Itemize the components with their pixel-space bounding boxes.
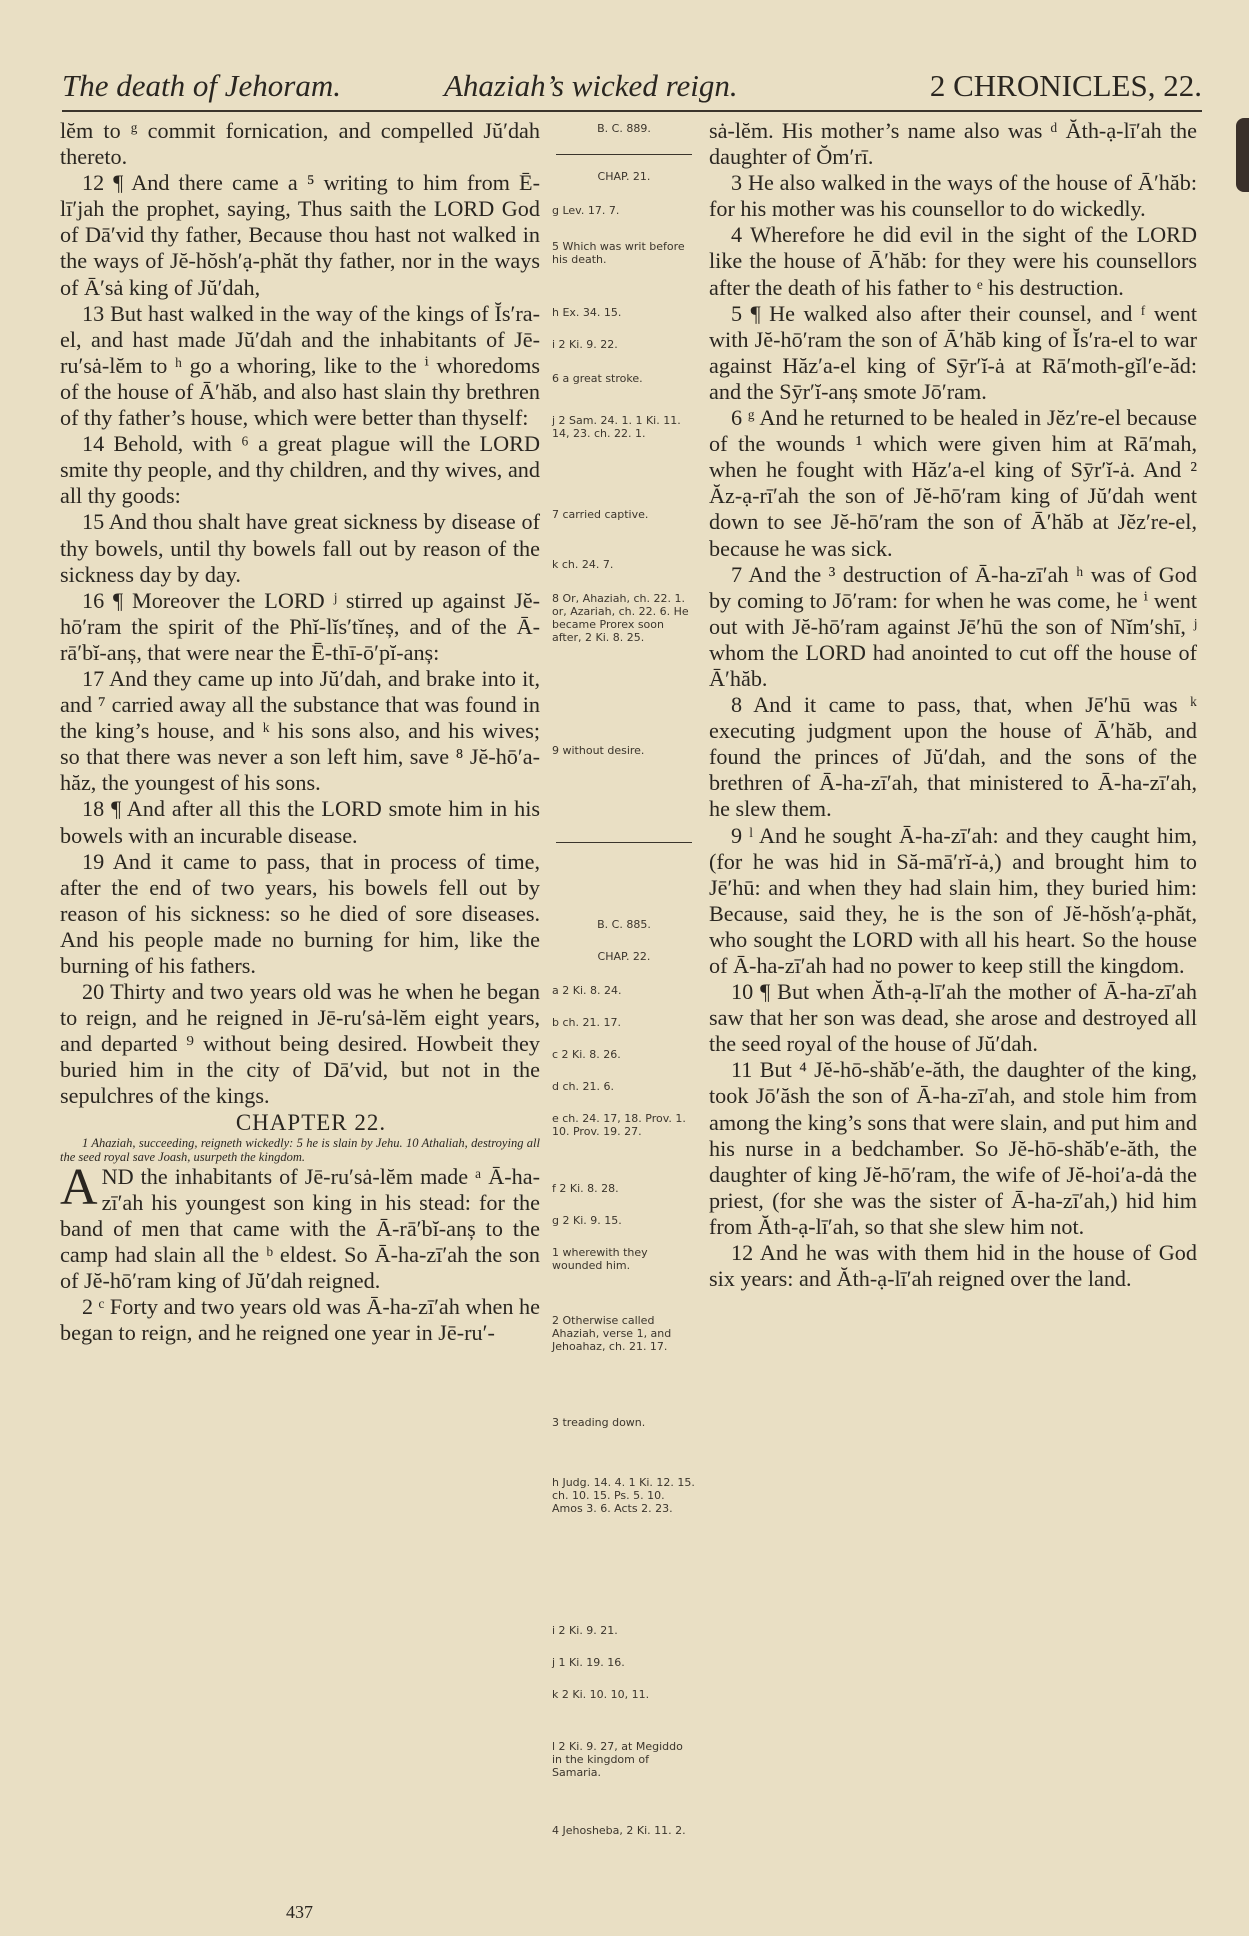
margin-date: B. C. 885. [597,918,651,931]
margin-ref: l 2 Ki. 9. 27, at Megiddo in the kingdom of Samaria. [552,1740,683,1779]
verse: sȧ-lĕm. His mother’s name also was ᵈ Ăth-ạ-lī′ah the daughter of Ŏm′rī. [709,118,1197,170]
verse: 10 ¶ But when Ăth-ạ-lī′ah the mother of Ā-ha-zī′ah saw that her son was dead, she arose and destroyed all the seed royal of the house of Jŭ′dah. [709,979,1197,1057]
verse: 5 ¶ He walked also after their counsel, and ᶠ went with Jĕ-hō′ram the son of Ā′hăb king of Ĭs′ra-el to war against Hăz′a-el king of Sȳr′ĭ-ȧ at Rā′moth-gĭl′e-ăd: and the Sȳr′ĭ-anș smote Jō′ram. [709,300,1197,404]
header-right: 2 CHRONICLES, 22. [929,68,1202,103]
page-number: 437 [286,1902,313,1922]
margin-ref: d ch. 21. 6. [552,1080,614,1093]
margin-ref: e ch. 24. 17, 18. Prov. 1. 10. Prov. 19. 27. [552,1112,686,1138]
header-middle: Ahaziah’s wicked reign. [444,68,738,103]
verse: 19 And it came to pass, that in process of time, after the end of two years, his bowels fell out by reason of his sickness: so he died of sore diseases. And his people made no burning for him, like the burning of his fathers. [60,848,540,978]
margin-ref: k ch. 24. 7. [552,558,614,571]
margin-ref: 4 Jehosheba, 2 Ki. 11. 2. [552,1824,686,1837]
verse: 8 And it came to pass, that, when Jē′hū was ᵏ executing judgment upon the house of Ā′hăb, and found the princes of Jŭ′dah, and the sons of the brethren of Ā-ha-zī′ah, that ministered to Ā-ha-zī′ah, he slew them. [709,692,1197,822]
margin-ref: g 2 Ki. 9. 15. [552,1214,622,1227]
margin-ref: k 2 Ki. 10. 10, 11. [552,1688,650,1701]
margin-ref: h Judg. 14. 4. 1 Ki. 12. 15. ch. 10. 15. Ps. 5. 10. Amos 3. 6. Acts 2. 23. [552,1476,695,1515]
margin-ref: 2 Otherwise called Ahaziah, verse 1, and Jehoahaz, ch. 21. 17. [552,1314,672,1353]
running-header [62,66,1202,112]
margin-ref: g Lev. 17. 7. [552,204,620,217]
chapter-summary: 1 Ahaziah, succeeding, reigneth wickedly: 5 he is slain by Jehu. 10 Athaliah, destroying all the seed royal save Joash, usurpeth the kingdom. [60,1135,540,1164]
thumb-index-tab [1236,118,1249,192]
verse: 20 Thirty and two years old was he when he began to reign, and he reigned in Jē-ru′sȧ-lĕm eight years, and departed ⁹ without being desired. Howbeit they buried him in the city of Dā′vid, but not in the sepulchres of the kings. [60,979,540,1109]
verse: 14 Behold, with ⁶ a great plague will the LORD smite thy people, and thy children, and thy wives, and all thy goods: [60,431,540,509]
margin-chapter: CHAP. 21. [597,170,651,183]
verse: 13 But hast walked in the way of the kings of Ĭs′ra-el, and hast made Jŭ′dah and the inhabitants of Jē-ru′sȧ-lĕm to ʰ go a whoring, like to the ⁱ whoredoms of the house of Ā′hăb, and also hast slain thy brethren of thy father’s house, which were better than thyself: [60,300,540,431]
margin-chapter: CHAP. 22. [597,950,651,963]
verse: 9 ˡ And he sought Ā-ha-zī′ah: and they caught him, (for he was hid in Să-mā′rĭ-ȧ,) and brought him to Jē′hū: and when they had slain him, they buried him: Because, said they, he is the son of Jĕ-hŏsh′ạ-phăt, who sought the LORD with all his heart. So the house of Ā-ha-zī′ah had no power to keep still the kingdom. [709,822,1197,978]
margin-ref: i 2 Ki. 9. 22. [552,338,618,351]
margin-ref: f 2 Ki. 8. 28. [552,1182,619,1195]
verse: 12 ¶ And there came a ⁵ writing to him from Ē-lī′jah the prophet, saying, Thus saith the LORD God of Dā′vid thy father, Because thou hast not walked in the ways of Jĕ-hŏsh′ạ-phăt thy father, nor in the ways of Ā′sȧ king of Jŭ′dah, [60,170,540,300]
right-text-column [709,118,1197,1292]
margin-ref: b ch. 21. 17. [552,1016,621,1029]
margin-ref: h Ex. 34. 15. [552,306,622,319]
margin-ref: 7 carried captive. [552,508,649,521]
margin-ref: 9 without desire. [552,744,645,757]
margin-ref: 8 Or, Ahaziah, ch. 22. 1. or, Azariah, ch. 22. 6. He became Prorex soon after, 2 Ki. 8. 25. [552,592,689,644]
verse: 16 ¶ Moreover the LORD ʲ stirred up against Jĕ-hō′ram the spirit of the Phĭ-lĭs′tĭneș, and of the Ā-rā′bĭ-anș, that were near the Ē-thī-ō′pĭ-anș: [60,587,540,665]
drop-cap: A [60,1158,98,1216]
margin-ref: j 1 Ki. 19. 16. [552,1656,625,1669]
verse: 11 But ⁴ Jĕ-hō-shăb′e-ăth, the daughter of the king, took Jō′ăsh the son of Ā-ha-zī′ah, and stole him from among the king’s sons that were slain, and put him and his nurse in a bedchamber. So Jĕ-hō-shăb′e-ăth, the daughter of king Jĕ-hō′ram, the wife of Jĕ-hoi′a-dȧ the priest, (for she was the sister of Ā-ha-zī′ah,) hid him from Ăth-ạ-lī′ah, so that she slew him not. [709,1057,1197,1239]
verse: 15 And thou shalt have great sickness by disease of thy bowels, until thy bowels fall out by reason of the sickness day by day. [60,509,540,587]
margin-ref: i 2 Ki. 9. 21. [552,1624,618,1637]
left-text-column [60,118,540,1346]
chapter-title: CHAPTER 22. [235,1109,387,1135]
verse: lĕm to ᵍ commit fornication, and compelled Jŭ′dah thereto. [60,118,540,170]
verse: 4 Wherefore he did evil in the sight of the LORD like the house of Ā′hăb: for they were his counsellors after the death of his father to ᵉ his destruction. [709,222,1197,300]
margin-date: B. C. 889. [597,122,651,135]
margin-ref: j 2 Sam. 24. 1. 1 Ki. 11. 14, 23. ch. 22. 1. [552,414,681,440]
margin-ref: 6 a great stroke. [552,372,643,385]
margin-ref: c 2 Ki. 8. 26. [552,1048,621,1061]
first-verse-text: ND the inhabitants of Jē-ru′sȧ-lĕm made ᵃ Ā-ha-zī′ah his youngest son king in his stead: for the band of men that came with the Ā-rā′bĭ-anș to the camp had slain all the ᵇ eldest. So Ā-ha-zī′ah the son of Jĕ-hō′ram king of Jŭ′dah reigned. [60,1163,540,1294]
verse: 7 And the ³ destruction of Ā-ha-zī′ah ʰ was of God by coming to Jō′ram: for when he was come, he ⁱ went out with Jĕ-hō′ram against Jē′hū the son of Nĭm′shī, ʲ whom the LORD had anointed to cut off the house of Ā′hăb. [709,561,1197,691]
verse: 6 ᵍ And he returned to be healed in Jĕz′re-el because of the wounds ¹ which were given him at Rā′mah, when he fought with Hăz′a-el king of Sȳr′ĭ-ȧ. And ² Ăz-ạ-rī′ah the son of Jĕ-hō′ram king of Jŭ′dah went down to see Jĕ-hō′ram the son of Ā′hăb at Jĕz′re-el, because he was sick. [709,405,1197,561]
chapter-first-verse [60,1158,540,1294]
verse: 17 And they came up into Jŭ′dah, and brake into it, and ⁷ carried away all the substance that was found in the king’s house, and ᵏ his sons also, and his wives; so that there was never a son left him, save ⁸ Jĕ-hō′a-hăz, the youngest of his sons. [60,665,540,796]
margin-ref: 5 Which was writ before his death. [552,240,685,266]
margin-rule [556,842,692,843]
verse: 12 And he was with them hid in the house of God six years: and Ăth-ạ-lī′ah reigned over the land. [709,1240,1197,1292]
header-left: The death of Jehoram. [62,68,341,103]
verse: 2 ᶜ Forty and two years old was Ā-ha-zī′ah when he began to reign, and he reigned one year in Jē-ru′- [60,1294,540,1346]
margin-ref: 3 treading down. [552,1416,646,1429]
margin-ref: a 2 Ki. 8. 24. [552,984,622,997]
verse: 3 He also walked in the ways of the house of Ā′hăb: for his mother was his counsellor to do wickedly. [709,170,1197,222]
margin-ref: 1 wherewith they wounded him. [552,1246,648,1272]
verse: 18 ¶ And after all this the LORD smote him in his bowels with an incurable disease. [60,796,540,848]
margin-rule [556,154,692,155]
